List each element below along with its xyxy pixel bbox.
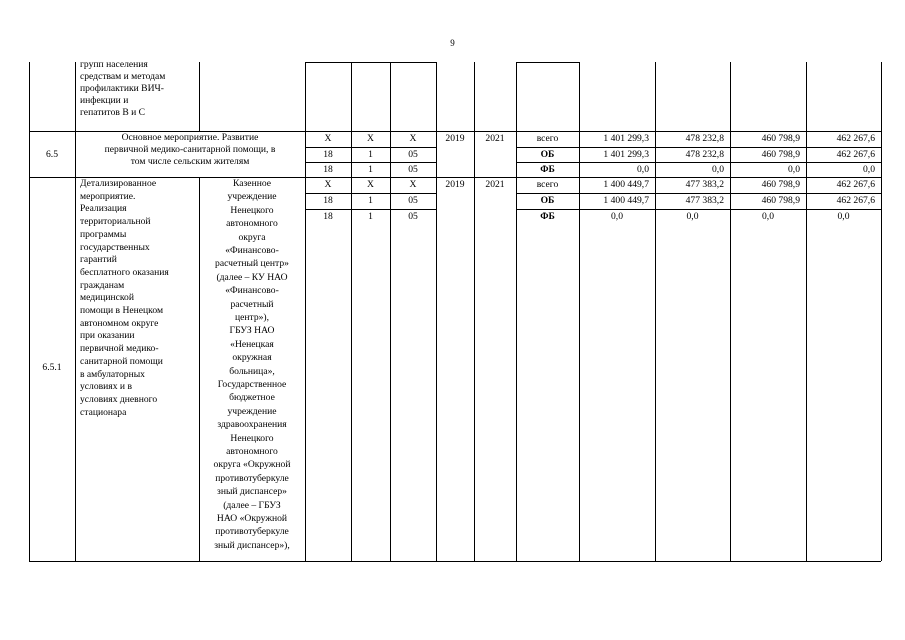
executor-line: округа «Окружной bbox=[213, 459, 291, 471]
executor-line: бюджетное bbox=[229, 392, 275, 404]
funding-value: 462 267,6 bbox=[836, 195, 875, 206]
activity-description-line: в амбулаторных bbox=[80, 368, 145, 380]
funding-source: ФБ bbox=[540, 164, 555, 175]
top-block-text-line: групп населения bbox=[80, 59, 148, 70]
funding-value: 0,0 bbox=[863, 164, 875, 175]
grid-line bbox=[29, 561, 881, 562]
top-block-text-line: инфекции и bbox=[80, 95, 129, 106]
year-start: 2019 bbox=[445, 179, 465, 190]
grid-line bbox=[305, 62, 436, 63]
activity-description-line: Детализированное bbox=[80, 178, 157, 189]
executor-line: (далее – КУ НАО bbox=[216, 271, 288, 283]
executor-line: окружная bbox=[232, 352, 272, 364]
grid-line bbox=[516, 209, 881, 210]
executor-line: (далее – ГБУЗ bbox=[223, 499, 281, 511]
budget-code-cell: 1 bbox=[368, 211, 373, 222]
executor-line: учреждение bbox=[227, 191, 277, 203]
activity-description-line: первичной медико- bbox=[80, 343, 159, 355]
budget-code-cell: 18 bbox=[323, 211, 333, 222]
grid-line bbox=[305, 209, 436, 210]
activity-description-line: территориальной bbox=[80, 216, 151, 228]
executor-line: «Финансово- bbox=[225, 245, 279, 256]
budget-code-cell: Х bbox=[409, 179, 417, 190]
funding-source: ОБ bbox=[540, 195, 555, 206]
activity-title-line: том числе сельским жителям bbox=[130, 156, 250, 167]
executor-line: здравоохранения bbox=[217, 419, 287, 431]
budget-code-cell: 05 bbox=[408, 195, 418, 206]
grid-line bbox=[305, 147, 436, 148]
year-start: 2019 bbox=[445, 133, 465, 144]
executor-line: расчетный bbox=[230, 298, 274, 310]
funding-value: 460 798,9 bbox=[761, 149, 800, 160]
grid-line bbox=[516, 62, 579, 63]
executor-line: зный диспансер» bbox=[217, 486, 287, 498]
executor-line: больница», bbox=[229, 365, 275, 377]
executor-line: учреждение bbox=[227, 405, 277, 417]
budget-code-cell: 18 bbox=[323, 149, 333, 160]
funding-value: 0,0 bbox=[762, 211, 774, 222]
funding-value: 478 232,8 bbox=[685, 133, 724, 144]
funding-value: 460 798,9 bbox=[761, 179, 800, 190]
page-number: 9 bbox=[450, 38, 455, 48]
executor-line: Государственное bbox=[217, 379, 287, 390]
budget-code-cell: Х bbox=[409, 133, 417, 144]
activity-description-line: автономном округе bbox=[80, 317, 159, 329]
row-number: 6.5 bbox=[46, 149, 58, 160]
year-end: 2021 bbox=[485, 179, 505, 190]
funding-value: 1 400 449,7 bbox=[603, 195, 649, 206]
row-number: 6.5.1 bbox=[42, 362, 62, 373]
grid-line bbox=[305, 193, 436, 194]
budget-code-cell: 18 bbox=[323, 164, 333, 175]
funding-value: 460 798,9 bbox=[761, 133, 800, 144]
budget-code-cell: Х bbox=[324, 179, 332, 190]
budget-code-cell: 18 bbox=[323, 195, 333, 206]
executor-line: Казенное bbox=[232, 178, 272, 189]
activity-description-line: при оказании bbox=[80, 330, 135, 342]
top-block-text-line: гепатитов В и С bbox=[80, 107, 146, 118]
funding-source: всего bbox=[536, 133, 559, 144]
activity-title-line: Основное мероприятие. Развитие bbox=[121, 132, 259, 143]
funding-value: 462 267,6 bbox=[836, 179, 875, 190]
activity-description-line: гражданам bbox=[80, 279, 125, 291]
activity-description-line: программы bbox=[80, 228, 127, 240]
activity-description-line: бесплатного оказания bbox=[80, 266, 169, 278]
budget-code-cell: 1 bbox=[368, 164, 373, 175]
funding-source: ФБ bbox=[540, 211, 555, 222]
budget-code-cell: Х bbox=[367, 133, 374, 144]
activity-description-line: мероприятие. bbox=[80, 190, 136, 202]
funding-value: 460 798,9 bbox=[761, 195, 800, 206]
activity-description-line: условиях и в bbox=[80, 381, 132, 393]
executor-line: центр»), bbox=[234, 312, 270, 323]
executor-line: Ненецкого bbox=[230, 432, 274, 444]
executor-line: ГБУЗ НАО bbox=[229, 325, 275, 337]
funding-value: 1 401 299,3 bbox=[603, 149, 649, 160]
grid-line bbox=[29, 62, 30, 561]
funding-source: всего bbox=[536, 179, 559, 190]
activity-description-line: медицинской bbox=[80, 292, 134, 304]
executor-line: округа bbox=[238, 231, 266, 243]
funding-value: 0,0 bbox=[686, 211, 699, 222]
top-block-text-line: профилактики ВИЧ- bbox=[80, 83, 164, 94]
funding-value: 0,0 bbox=[788, 164, 800, 175]
executor-line: автономного bbox=[226, 218, 278, 230]
activity-description-line: Реализация bbox=[80, 203, 127, 215]
budget-code-cell: Х bbox=[367, 179, 374, 190]
activity-description-line: условиях дневного bbox=[80, 393, 158, 405]
executor-line: противотуберкуле bbox=[215, 472, 289, 484]
executor-line: НАО «Окружной bbox=[216, 513, 288, 524]
budget-code-cell: 05 bbox=[408, 149, 418, 160]
budget-code-cell: 1 bbox=[368, 195, 373, 206]
activity-description-line: государственных bbox=[80, 241, 150, 253]
activity-description-line: санитарной помощи bbox=[80, 355, 163, 367]
budget-code-cell: 1 bbox=[368, 149, 373, 160]
grid-line bbox=[516, 193, 881, 194]
budget-code-cell: 05 bbox=[408, 164, 418, 175]
funding-value: 0,0 bbox=[611, 211, 623, 222]
funding-value: 477 383,2 bbox=[685, 179, 724, 190]
budget-code-cell: 05 bbox=[408, 211, 418, 222]
year-end: 2021 bbox=[485, 133, 505, 144]
funding-value: 1 401 299,3 bbox=[603, 133, 649, 144]
executor-line: Ненецкого bbox=[230, 204, 274, 216]
executor-line: расчетный центр» bbox=[215, 258, 289, 270]
funding-value: 478 232,8 bbox=[685, 149, 724, 160]
grid-line bbox=[305, 162, 436, 163]
grid-line bbox=[881, 62, 882, 561]
executor-line: зный диспансер»), bbox=[214, 539, 290, 551]
activity-description-line: гарантий bbox=[80, 254, 117, 266]
funding-value: 462 267,6 bbox=[836, 133, 875, 144]
activity-description-line: стационара bbox=[80, 406, 127, 418]
funding-value: 477 383,2 bbox=[685, 195, 724, 206]
grid-line bbox=[516, 162, 881, 163]
activity-description-line: помощи в Ненецком bbox=[80, 305, 164, 316]
funding-value: 0,0 bbox=[637, 164, 649, 175]
activity-title-line: первичной медико-санитарной помощи, в bbox=[104, 144, 276, 155]
funding-value: 0,0 bbox=[712, 164, 724, 175]
funding-value: 1 400 449,7 bbox=[603, 179, 649, 190]
executor-line: «Финансово- bbox=[225, 285, 279, 297]
funding-value: 462 267,6 bbox=[836, 149, 875, 160]
executor-line: автономного bbox=[226, 446, 278, 457]
top-block-text-line: средствам и методам bbox=[80, 71, 166, 82]
executor-line: «Ненецкая bbox=[230, 338, 274, 350]
budget-code-cell: Х bbox=[324, 133, 332, 144]
funding-source: ОБ bbox=[540, 149, 555, 160]
funding-value: 0,0 bbox=[837, 211, 850, 222]
executor-line: противотуберкуле bbox=[215, 526, 289, 538]
grid-line bbox=[516, 147, 881, 148]
